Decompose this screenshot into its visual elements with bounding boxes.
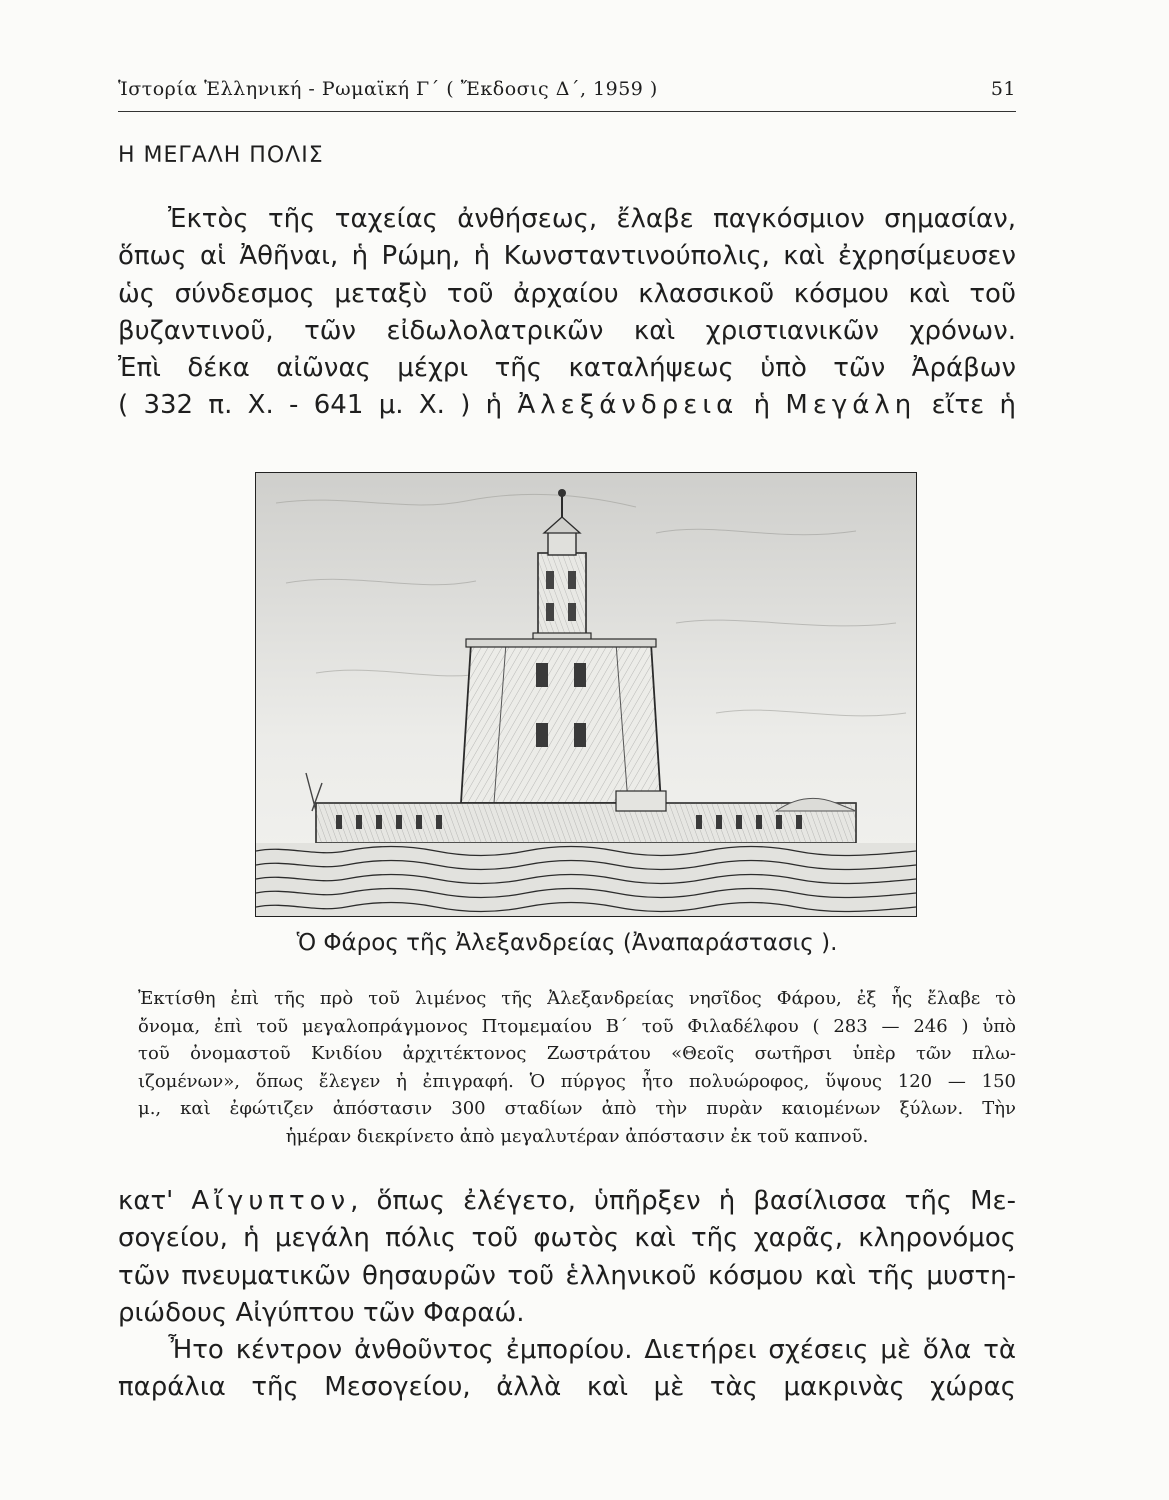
book-title: Ἱστορία Ἑλληνική - Ρωμαϊκή Γ΄ ( Ἔκδοσις Δ΄, 1959 ) <box>118 78 658 100</box>
spaced-word: Αἴγυπτον <box>191 1186 351 1216</box>
text-line: ὡς σύνδεσμος μεταξὺ τοῦ ἀρχαίου κλασσικοῦ κόσμου καὶ τοῦ <box>118 278 1016 309</box>
continuation-paragraph <box>118 1183 1016 1407</box>
note-line: ὄνομα, ἐπὶ τοῦ μεγαλοπράγμονος Πτομεμαίου Β΄ τοῦ Φιλαδέλφου ( 283 — 246 ) ὑπὸ <box>138 1015 1016 1037</box>
figure-note <box>138 985 1016 1150</box>
text-fragment: κατ' <box>118 1186 192 1216</box>
spaced-word: Μεγάλη <box>785 390 917 421</box>
text-line: ὅπως αἱ Ἀθῆναι, ἡ Ρώμη, ἡ Κωνσταντινούπολις, καὶ ἐχρησίμευσεν <box>118 241 1016 272</box>
text-fragment: , ὅπως ἐλέγετο, ὑπῆρξεν ἡ βασίλισσα τῆς Με- <box>350 1186 1016 1216</box>
note-line: τοῦ ὀνομαστοῦ Κνιδίου ἀρχιτέκτονος Ζωστράτου «Θεοῖς σωτῆρσι ὑπὲρ τῶν πλω- <box>138 1043 1016 1064</box>
section-title: Η ΜΕΓΑΛΗ ΠΟΛΙΣ <box>118 143 324 168</box>
text-line <box>118 387 1016 424</box>
running-header <box>118 74 1016 104</box>
lighthouse-illustration <box>255 472 917 917</box>
text-line: παράλια τῆς Μεσογείου, ἀλλὰ καὶ μὲ τὰς μακρινὰς χώρας <box>118 1372 1016 1403</box>
note-line: Ἐκτίσθη ἐπὶ τῆς πρὸ τοῦ λιμένος τῆς Ἀλεξανδρείας νησῖδος Φάρου, ἐξ ἧς ἔλαβε τὸ <box>138 988 1016 1009</box>
spaced-word: Ἀλεξάνδρεια <box>517 390 739 421</box>
intro-paragraph <box>118 201 1016 425</box>
text-line: ριώδους Αἰγύπτου τῶν Φαραώ. <box>118 1297 525 1328</box>
text-line: βυζαντινοῦ, τῶν εἰδωλολατρικῶν καὶ χριστιανικῶν χρόνων. <box>118 315 1016 346</box>
text-fragment: εἴτε ἡ <box>916 390 1016 421</box>
text-line: τῶν πνευματικῶν θησαυρῶν τοῦ ἑλληνικοῦ κόσμου καὶ τῆς μυστη- <box>118 1260 1016 1291</box>
note-line: ἡμέραν διεκρίνετο ἀπὸ μεγαλυτέραν ἀπόστασιν ἐκ τοῦ καπνοῦ. <box>285 1125 869 1147</box>
text-line: Ἦτο κέντρον ἀνθοῦντος ἐμπορίου. Διετήρει σχέσεις μὲ ὅλα τὰ <box>168 1335 1016 1366</box>
page-number: 51 <box>990 78 1016 100</box>
text-fragment: ἡ <box>738 390 786 421</box>
note-line: ιζομένων», ὅπως ἔλεγεν ἡ ἐπιγραφή. Ὁ πύργος ἦτο πολυώροφος, ὕψους 120 — 150 <box>138 1070 1016 1092</box>
note-line: μ., καὶ ἐφώτιζεν ἀπόστασιν 300 σταδίων ἀπὸ τὴν πυρὰν καιομένων ξύλων. Τὴν <box>138 1098 1016 1119</box>
text-line: σογείου, ἡ μεγάλη πόλις τοῦ φωτὸς καὶ τῆς χαρᾶς, κληρονόμος <box>118 1223 1016 1254</box>
figure-caption: Ὁ Φάρος τῆς Ἀλεξανδρείας (Ἀναπαράστασις ). <box>296 930 838 956</box>
text-line: Ἐπὶ δέκα αἰῶνας μέχρι τῆς καταλήψεως ὑπὸ τῶν Ἀράβων <box>118 353 1016 384</box>
header-rule <box>118 111 1016 112</box>
dates-text: ( 332 π. Χ. - 641 μ. Χ. ) ἡ <box>118 390 518 421</box>
text-line: Ἐκτὸς τῆς ταχείας ἀνθήσεως, ἔλαβε παγκόσμιον σημασίαν, <box>168 204 1016 234</box>
text-line <box>118 1183 1016 1220</box>
